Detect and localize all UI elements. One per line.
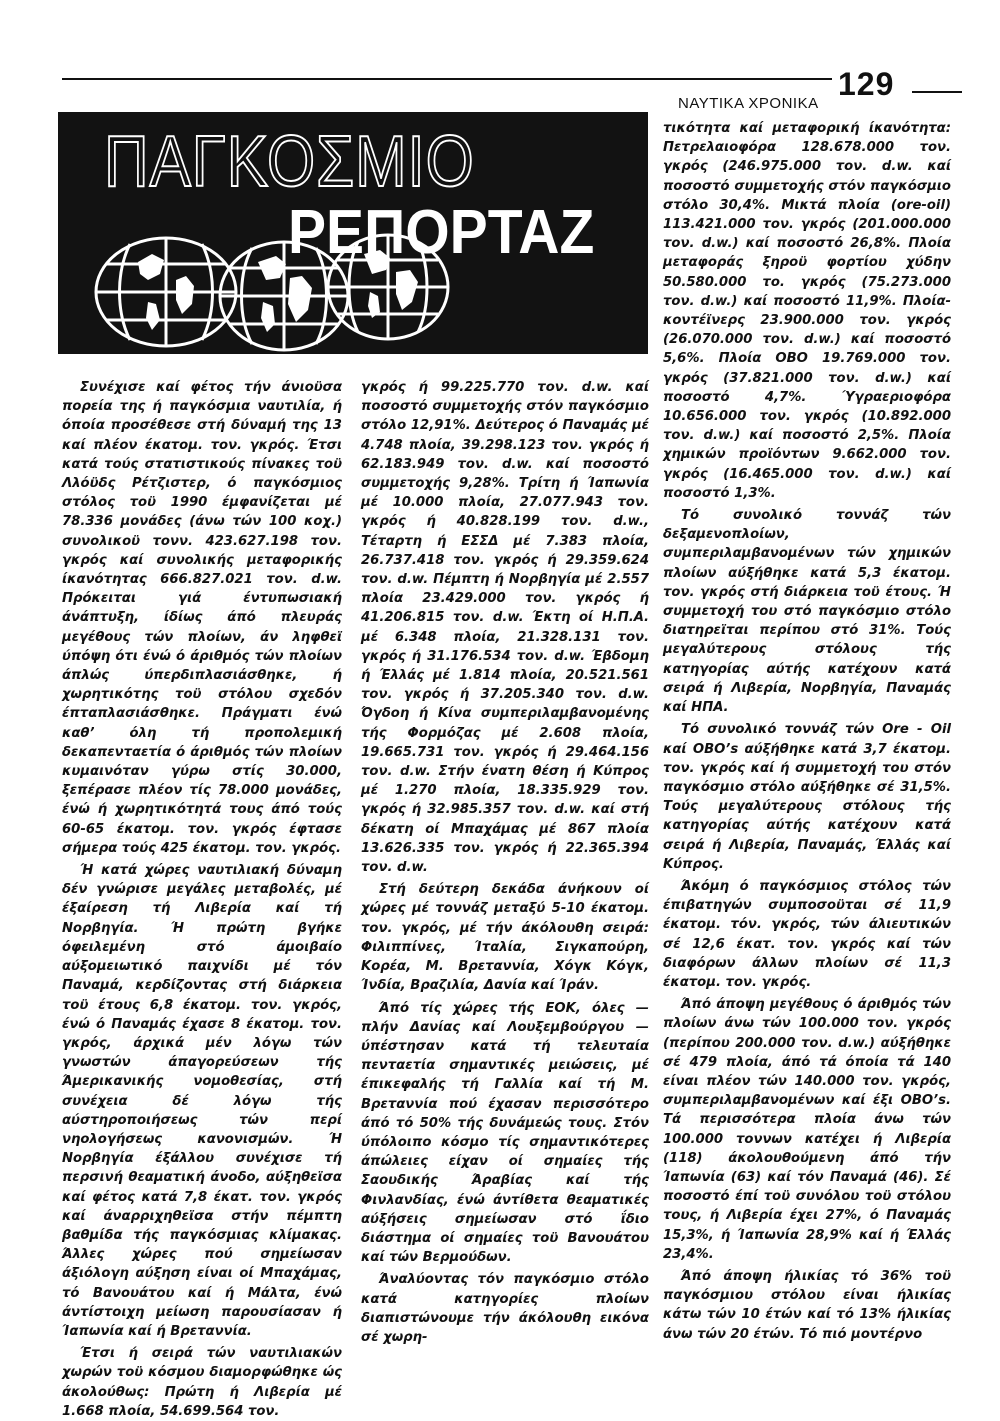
paragraph: Άπό τίς χώρες τής ΕΟΚ, όλες — πλήν Δανίας καί Λουξεμβούργου — ύπέστησαν κατά τή τελευταία πενταετία σημαντικές μειώσεις, μέ έπικεφαλής τή Γαλλία καί τή Μ. Βρεταννία πού έχασαν περισσότερο άπό τό 50% τής δυνάμεώς τους. Στόν ύπόλοιπο κόσμο τίς σημαντικότερες άπώλειες είχαν οί σημαίες τής Σαουδικής Άραβίας καί τής Φινλανδίας, ένώ άντίθετα θεαματικές αύξήσεις σημείωσαν στό ΐδιο διάστημα οί σημαίες τοϋ Βανουάτου καί τών Βερμούδων.	[361, 1000, 649, 1266]
paragraph: Έτσι ή σειρά τών ναυτιλιακών χωρών τοϋ κόσμου διαμορφώθηκε ώς άκολούθως: Πρώτη ή Λιβερία μέ 1.668 πλοία, 54.699.564 τον.	[62, 1346, 342, 1419]
section-title-line2: ΡΕΠΟΡΤΑΖ	[288, 198, 595, 267]
paragraph: Ή κατά χώρες ναυτιλιακή δύναμη δέν γνώρισε μεγάλες μεταβολές, μέ έξαίρεση τή Λιβερία καί τή Νορβηγία. Ή πρώτη βγήκε όφειλεμένη στό άμοιβαίο αύξομειωτικό παιχνίδι μέ τόν Παναμά, κερδίζοντας στή διάρκεια τοϋ έτους 6,8 έκατομ. τον. γκρός, ένώ ό Παναμάς έχασε 8 έκατομ. τον. γκρός, άρχικά μέν λόγω τών γνωστών άπαγορεύσεων τής Άμερικανικής νομοθεσίας, στή συνέχεια δέ λόγω τής αύστηροποιήσεως τών περί νηολογήσεως κανονισμών. Ή Νορβηγία έξάλλου συνέχισε τή περσινή θεαματική άνοδο, αύξηθεϊσα καί φέτος κατά 7,8 έκατ. τον. γκρός καί άναρριχηθεϊσα στήν πέμπτη βαθμίδα τής παγκόσμιας κλίμακας. Άλλες χώρες πού σημείωσαν άξιόλογη αύξηση είναι οί Μπαχάμας, τό Βανουάτου καί ή Μάλτα, ένώ άντίστοιχη μείωση παρουσίασαν ή Ίαπωνία καί ή Βρεταννία.	[62, 863, 342, 1339]
globe-left	[96, 238, 236, 346]
paragraph: Άναλύοντας τόν παγκόσμιο στόλο κατά κατηγορίες πλοίων διαπιστώνουμε τήν άκόλουθη εικόνα σέ χωρη-	[361, 1272, 649, 1345]
paragraph: Άπό άποψη ήλικίας τό 36% τοϋ παγκόσμιου στόλου είναι ήλικίας κάτω τών 10 έτών καί τό 13% ήλικίας άνω τών 20 έτών. Τό πιό μοντέρνο	[663, 1268, 951, 1342]
section-logo	[58, 112, 648, 354]
header-rule-right	[912, 91, 962, 93]
section-title-line1: ΠΑΓΚΟΣΜΙΟ	[104, 122, 475, 202]
text-column-2	[361, 378, 649, 1347]
paragraph: Στή δεύτερη δεκάδα άνήκουν οί χώρες μέ τοννάζ μεταξύ 5-10 έκατομ. τον. γκρός, μέ τήν άκόλουθη σειρά: Φιλιππίνες, Ίταλία, Σιγκαπούρη, Κορέα, Μ. Βρεταννία, Χόγκ Κόγκ, Ίνδία, Βραζιλία, Δανία καί Ίράν.	[361, 882, 649, 994]
header-rule-left	[62, 78, 832, 80]
paragraph: Άπό άποψη μεγέθους ό άριθμός τών πλοίων άνω τών 100.000 τον. γκρός (περίπου 200.000 τον. d.w.) αύξήθηκε σέ 479 πλοία, άπό τά όποία τά 140 είναι πλέον τών 140.000 τον. γκρός, συμπεριλαμβανομένων καί έξι ΟΒΟ’s. Τά περισσότερα πλοία άνω τών 100.000 τοννων κατέχει ή Λιβερία (118) άκολουθούμενη άπό τήν Ίαπωνία (63) καί τόν Παναμά (46). Σέ ποσοστό έπί τοϋ συνόλου τοϋ στόλου τους, ή Λιβερία έχει 27%, ό Παναμάς 15,3%, ή Ίαπωνία 28,9% καί ή Έλλάς 23,4%.	[663, 997, 951, 1262]
running-head: ΝΑΥΤΙΚΑ ΧΡΟΝΙΚΑ	[678, 95, 819, 112]
paragraph: Συνέχισε καί φέτος τήν άνιοϋσα πορεία της ή παγκόσμια ναυτιλία, ή όποία προσέθεσε στή δύναμή της 13 καί πλέον έκατομ. τον. γκρός. Έτσι κατά τούς στατιστικούς πίνακες τοϋ Λλόϋδς Ρέτζιστερ, ό παγκόσμιος στόλος τοϋ 1990 έμφανίζεται μέ 78.336 μονάδες (άνω τών 100 κοχ.) συνολικοϋ τονν. 423.627.198 τον. γκρός καί συνολικής μεταφορικής ίκανότητας 666.827.021 τον. d.w. Πρόκειται γιά έντυπωσιακή άνάπτυξη, ίδίως άπό πλευράς μεγέθους τών πλοίων, άν ληφθεϊ ύπόψη ότι ένώ ό άριθμός τών πλοίων άπλώς ύπερδιπλασιάσθηκε, ή χωρητικότης τοϋ στόλου σχεδόν έπταπλασιάσθηκε. Πράγματι ένώ καθ’ όλη τή προπολεμική δεκαπενταετία ό άριθμός τών πλοίων κυμαινόταν γύρω στίς 30.000, ξεπέρασε πλέον τίς 78.000 μονάδες, ένώ ή χωρητικότητά τους άπό τούς 60-65 έκατομ. τον. γκρός έφτασε σήμερα τούς 425 έκατομ. τον. γκρός.	[62, 380, 342, 856]
text-column-3	[663, 119, 951, 1344]
paragraph: Τό συνολικό τοννάζ τών Ore - Oil καί ΟΒΟ’s αύξήθηκε κατά 3,7 έκατομ. τον. γκρός καί ή συμμετοχή του στόν παγκόσμιο στόλο αύξήθηκε σέ 31,5%. Τούς μεγαλύτερους στόλους τής κατηγορίας αύτής κατέχουν κατά σειρά ή Λιβερία, Παναμάς, Έλλάς καί Κύπρος.	[663, 722, 951, 872]
paragraph: τικότητα καί μεταφορική ίκανότητα: Πετρελαιοφόρα 128.678.000 τον. γκρός (246.975.000 τον. d.w. καί ποσοστό συμμετοχής στόν παγκόσμιο στόλο 30,4%. Μικτά πλοία (ore-oil) 113.421.000 τον. γκρός (201.000.000 τον. d.w.) καί ποσοστό 26,8%. Πλοία μεταφοράς ξηροϋ φορτίου χύδην 50.580.000 το. γκρός (75.273.000 τον. d.w.) καί ποσοστό 11,9%. Πλοία-κοντέϊνερς 23.900.000 τον. γκρός (26.070.000 τον. d.w.) καί ποσοστό 5,6%. Πλοία ΟΒΟ 19.769.000 τον. γκρός (37.821.000 τον. d.w.) καί ποσοστό 4,7%. Ύγραεριοφόρα 10.656.000 τον. γκρός (10.892.000 τον. d.w.) καί ποσοστό 2,5%. Πλοία χημικών προϊόντων 9.662.000 τον. γκρός (16.465.000 τον. d.w.) καί ποσοστό 1,3%.	[663, 121, 951, 501]
paragraph: Τό συνολικό τοννάζ τών δεξαμενοπλοίων, συμπεριλαμβανομένων τών χημικών πλοίων αύξήθηκε κατά 5,3 έκατομ. τον. γκρός στή διάρκεια τοϋ έτους. Ή συμμετοχή του στό παγκόσμιο στόλο διατηρεϊται περίπου στό 31%. Τούς μεγαλύτερους στόλους τής κατηγορίας αύτής κατέχουν κατά σειρά ή Λιβερία, Νορβηγία, Παναμάς καί ΗΠΑ.	[663, 508, 951, 716]
paragraph: γκρός ή 99.225.770 τον. d.w. καί ποσοστό συμμετοχής στόν παγκόσμιο στόλο 12,91%. Δεύτερος ό Παναμάς μέ 4.748 πλοία, 39.298.123 τον. γκρός ή 62.183.949 τον. d.w. καί ποσοστό συμμετοχής 9,28%. Τρίτη ή Ίαπωνία μέ 10.000 πλοία, 27.077.943 τον. γκρός ή 40.828.199 τον. d.w., Τέταρτη ή ΕΣΣΔ μέ 7.383 πλοία, 26.737.418 τον. γκρός ή 29.359.624 τον. d.w. Πέμπτη ή Νορβηγία μέ 2.557 πλοία 23.429.000 τον. γκρός ή 41.206.815 τον. d.w. Έκτη οί Η.Π.Α. μέ 6.348 πλοία, 21.328.131 τον. γκρός ή 31.176.534 τον. d.w. Έβδομη ή Έλλάς μέ 1.814 πλοία, 20.521.561 τον. γκρός ή 37.205.340 τον. d.w. Όγδοη ή Κίνα συμπεριλαμβανομένης τής Φορμόζας μέ 2.608 πλοία, 19.665.731 τον. γκρός ή 29.464.156 τον. d.w. Στήν ένατη θέση ή Κύπρος μέ 1.270 πλοία, 18.335.929 τον. γκρός ή 32.985.357 τον. d.w. καί στή δέκατη οί Μπαχάμας μέ 867 πλοία 13.626.335 τον. γκρός ή 22.365.394 τον. d.w.	[361, 380, 649, 876]
text-column-1	[62, 378, 342, 1421]
page-number: 129	[838, 66, 895, 102]
paragraph: Άκόμη ό παγκόσμιος στόλος τών έπιβατηγών συμποσοϋται σέ 11,9 έκατομ. τόν. γκρός, τών άλιευτικών σέ 12,6 έκατ. τον. γκρός καί τών διαφόρων άλλων πλοίων σέ 11,3 έκατομ. τον. γκρός.	[663, 878, 951, 990]
